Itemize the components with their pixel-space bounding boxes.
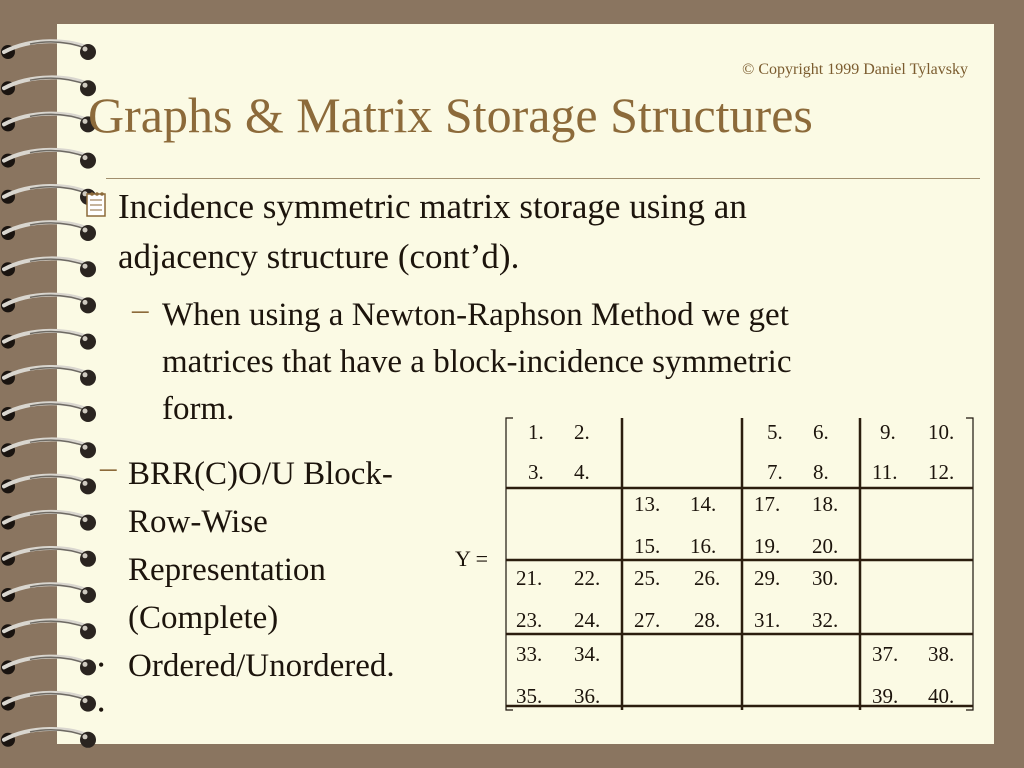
matrix-entry: 13. xyxy=(634,492,661,516)
slide-title: Graphs & Matrix Storage Structures xyxy=(88,87,813,143)
brr-line-3: Representation xyxy=(128,552,326,588)
matrix-entry: 31. xyxy=(754,608,781,632)
matrix-entry: 2. xyxy=(574,420,590,444)
matrix-entry: 12. xyxy=(928,460,955,484)
matrix-entry: 38. xyxy=(928,642,955,666)
matrix-entry: 19. xyxy=(754,534,781,558)
matrix-entry: 3. xyxy=(528,460,544,484)
matrix-entry: 37. xyxy=(872,642,899,666)
matrix-entry: 16. xyxy=(690,534,717,558)
matrix-entry: 29. xyxy=(754,566,781,590)
bullet-dot: • xyxy=(98,655,105,675)
matrix-entry: 1. xyxy=(528,420,544,444)
matrix-entry: 32. xyxy=(812,608,839,632)
matrix-entry: 22. xyxy=(574,566,601,590)
matrix-entry: 5. xyxy=(767,420,783,444)
sub-bullet-line-2: matrices that have a block-incidence symmetric xyxy=(162,344,792,380)
matrix-entry: 25. xyxy=(634,566,661,590)
matrix-entry: 40. xyxy=(928,684,955,708)
matrix-entry: 9. xyxy=(880,420,896,444)
matrix-entry: 27. xyxy=(634,608,661,632)
sub-bullet-dash-2: – xyxy=(100,450,117,486)
matrix-entry: 39. xyxy=(872,684,899,708)
matrix-entry: 14. xyxy=(690,492,717,516)
matrix-entry: 4. xyxy=(574,460,590,484)
sub-bullet-line-1: When using a Newton-Raphson Method we get xyxy=(162,297,789,333)
matrix-entry: 20. xyxy=(812,534,839,558)
sub-bullet-line-3: form. xyxy=(162,391,235,427)
matrix-entry: 7. xyxy=(767,460,783,484)
matrix-entry: 24. xyxy=(574,608,601,632)
copyright-notice: © Copyright 1999 Daniel Tylavsky xyxy=(742,61,968,78)
sub-bullet-dash: – xyxy=(132,292,149,328)
matrix-entry: 17. xyxy=(754,492,781,516)
bullet-main-line-1: Incidence symmetric matrix storage using an xyxy=(118,187,747,226)
matrix-lhs: Y = xyxy=(455,546,488,571)
brr-line-4: (Complete) xyxy=(128,600,279,636)
matrix-entry: 15. xyxy=(634,534,661,558)
bullet-main-line-2: adjacency structure (cont’d). xyxy=(118,237,520,276)
matrix-entry: 36. xyxy=(574,684,601,708)
matrix-entry: 23. xyxy=(516,608,543,632)
matrix-entry: 8. xyxy=(813,460,829,484)
brr-line-2: Row-Wise xyxy=(128,504,268,540)
matrix-entry: 18. xyxy=(812,492,839,516)
matrix-entry: 35. xyxy=(516,684,543,708)
matrix-entry: 34. xyxy=(574,642,601,666)
matrix-entry: 10. xyxy=(928,420,955,444)
matrix-entry: 21. xyxy=(516,566,543,590)
matrix-entry: 28. xyxy=(694,608,721,632)
bullet-dot: • xyxy=(98,700,105,720)
matrix-entry: 6. xyxy=(813,420,829,444)
matrix-entry: 30. xyxy=(812,566,839,590)
brr-line-5: Ordered/Unordered. xyxy=(128,648,395,684)
matrix-entry: 26. xyxy=(694,566,721,590)
matrix-entry: 11. xyxy=(872,460,898,484)
matrix-entry: 33. xyxy=(516,642,543,666)
brr-line-1: BRR(C)O/U Block- xyxy=(128,456,393,492)
